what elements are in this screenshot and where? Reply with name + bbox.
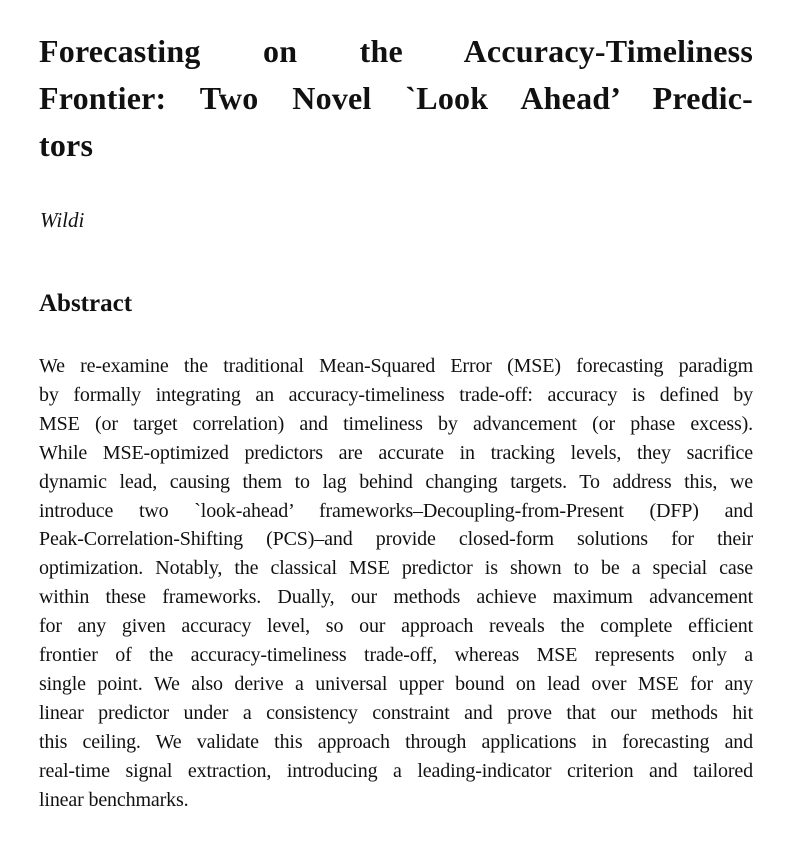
abstract-line: within these frameworks. Dually, our methods achieve maximum advancement	[39, 586, 753, 609]
title-line: Frontier: Two Novel `Look Ahead’ Predic-	[39, 80, 753, 116]
title-line: Forecasting on the Accuracy-Timeliness	[39, 33, 753, 69]
abstract-line: frontier of the accuracy-timeliness trade-off, whereas MSE represents only a	[39, 644, 753, 667]
abstract-heading: Abstract	[39, 290, 133, 317]
abstract-line: introduce two `look-ahead’ frameworks–Decoupling-from-Present (DFP) and	[39, 499, 753, 522]
abstract-line: optimization. Notably, the classical MSE predictor is shown to be a special case	[39, 557, 753, 580]
title-line: tors	[39, 127, 94, 163]
abstract-line: We re-examine the traditional Mean-Squared Error (MSE) forecasting paradigm	[39, 355, 753, 377]
abstract-line: linear benchmarks.	[39, 788, 189, 811]
paper-title	[39, 28, 753, 169]
abstract-line: real-time signal extraction, introducing a leading-indicator criterion and tailored	[39, 759, 753, 782]
abstract-line: by formally integrating an accuracy-timeliness trade-off: accuracy is defined by	[39, 383, 753, 406]
abstract-line: dynamic lead, causing them to lag behind changing targets. To address this, we	[39, 470, 753, 493]
abstract-text	[39, 352, 753, 815]
author-name: Wildi	[40, 208, 85, 232]
abstract-line: MSE (or target correlation) and timeliness by advancement (or phase excess).	[39, 412, 753, 435]
abstract-line: Peak-Correlation-Shifting (PCS)–and provide closed-form solutions for their	[39, 528, 753, 551]
abstract-line: single point. We also derive a universal upper bound on lead over MSE for any	[39, 672, 753, 695]
abstract-line: this ceiling. We validate this approach through applications in forecasting and	[39, 730, 753, 753]
abstract-line: for any given accuracy level, so our approach reveals the complete efficient	[39, 615, 753, 638]
abstract-line: While MSE-optimized predictors are accurate in tracking levels, they sacrifice	[39, 441, 753, 464]
abstract-line: linear predictor under a consistency constraint and prove that our methods hit	[39, 701, 753, 724]
